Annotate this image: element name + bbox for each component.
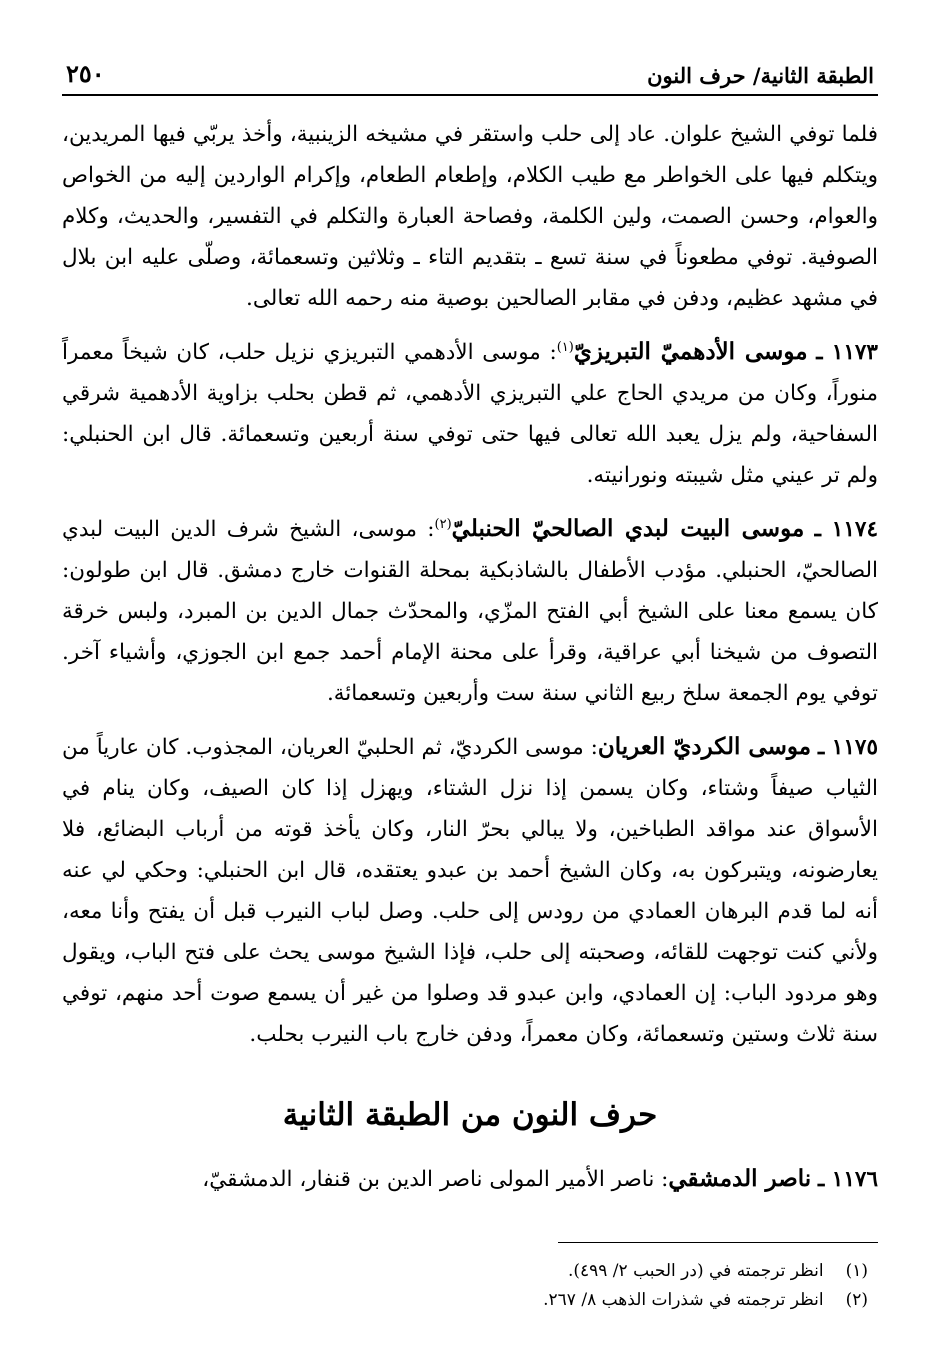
entry-text: : ناصر الأمير المولى ناصر الدين بن قنفار، الدمشقيّ، (202, 1167, 669, 1192)
body-text (62, 114, 878, 1200)
footnote-text: انظر ترجمته في (در الحبب ٢/ ٤٩٩). (567, 1261, 824, 1281)
entry-number: ١١٧٣ ـ (816, 340, 878, 365)
section-heading: حرف النون من الطبقة الثانية (282, 1097, 658, 1133)
entry-name: موسى الكرديّ العريان (597, 733, 812, 760)
entry-number: ١١٧٥ ـ (817, 735, 878, 760)
intro-paragraph: فلما توفي الشيخ علوان. عاد إلى حلب واستقر في مشيخه الزينبية، وأخذ يربّي فيها المريدين، ويتكلم فيها على الخواطر مع طيب الكلام، وإطعام الطعام، وإكرام الواردين إليه من الخواص والعوام، وحسن الصمت، ولين الكلمة، وفصاحة العبارة والتكلم في التفسير، والحديث، وكلام الصوفية. توفي مطعوناً في سنة تسع ـ بتقديم التاء ـ وثلاثين وتسعمائة، وصلّى عليه ابن بلال في مشهد عظيم، ودفن في مقابر الصالحين بوصية منه رحمه الله تعالى. (62, 122, 878, 311)
entry-name: موسى الأدهميّ التبريزيّ (573, 338, 808, 365)
footnote-item (62, 1257, 878, 1286)
entry-name: ناصر الدمشقي (668, 1165, 812, 1192)
running-head (62, 52, 878, 96)
page-number: ٢٥٠ (66, 59, 105, 88)
entry-name: موسى البيت لبدي الصالحيّ الحنبليّ (451, 515, 805, 542)
footnote-ref: (٢) (434, 516, 452, 532)
entry-number: ١١٧٤ ـ (814, 517, 878, 542)
entry-number: ١١٧٦ ـ (818, 1167, 878, 1192)
footnote-mark: (٢) (845, 1290, 868, 1310)
footnote-item (62, 1286, 878, 1315)
entry-text: : موسى، الشيخ شرف الدين البيت لبدي الصالحيّ، الحنبلي. مؤدب الأطفال بالشاذبكية بمحلة القنوات خارج دمشق. قال ابن طولون: كان يسمع معنا على الشيخ أبي الفتح المزّي، والمحدّث جمال الدين بن المبرد، ولبس خرقة التصوف من شيخنا أبي عراقية، وقرأ على محنة الإمام أحمد جمع ابن الجوزي، وأشياء آخر. توفي يوم الجمعة سلخ ربيع الثاني سنة ست وأربعين وتسعمائة. (62, 517, 878, 706)
book-page (62, 52, 878, 1322)
footnote-text: انظر ترجمته في شذرات الذهب ٨/ ٢٦٧. (543, 1290, 824, 1310)
footnote-mark: (١) (845, 1261, 868, 1281)
entry-text: : موسى الأدهمي التبريزي نزيل حلب، كان شيخاً معمراً منوراً، وكان من مريدي الحاج علي التبريزي الأدهمي، ثم قطن بحلب بزاوية الأدهمية شرقي السفاحية، ولم يزل يعبد الله تعالى فيها حتى توفي سنة أربعين وتسعمائة. قال ابن الحنبلي: ولم تر عيني مثل شيبته ونورانيته. (62, 340, 878, 488)
entry-1175 (62, 726, 878, 1055)
footnote-ref: (١) (556, 339, 574, 355)
footnotes (62, 1257, 878, 1315)
entry-1174 (62, 508, 878, 714)
entry-1173 (62, 331, 878, 496)
footnote-divider (558, 1242, 878, 1243)
entry-1176 (62, 1158, 878, 1200)
entry-text: : موسى الكرديّ، ثم الحلبيّ العريان، المجذوب. كان عارياً من الثياب صيفاً وشتاء، وكان يسمن إذا نزل الشتاء، ويهزل إذا كان الصيف، وكان ينام في الأسواق عند مواقد الطباخين، ولا يبالي بحرّ النار، وكان يأخذ قوته من أرباب البضائع، فلا يعارضونه، ويتبركون به، وكان الشيخ أحمد بن عبدو يعتقده، قال ابن الحنبلي: وحكي لي عنه أنه لما قدم البرهان العمادي من رودس إلى حلب. وصل لباب النيرب قبل أن يفتح وأنا معه، ولأني كنت توجهت للقائه، وصحبته إلى حلب، فإذا الشيخ موسى يحث على فتح الباب، ويقول وهو مردود الباب: إن العمادي، وابن عبدو قد وصلوا من غير أن يسمع صوت أحد منهم، توفي سنة ثلاث وستين وتسعمائة، وكان معمراً، ودفن خارج باب النيرب بحلب. (62, 735, 878, 1047)
running-title: الطبقة الثانية/ حرف النون (647, 63, 874, 88)
